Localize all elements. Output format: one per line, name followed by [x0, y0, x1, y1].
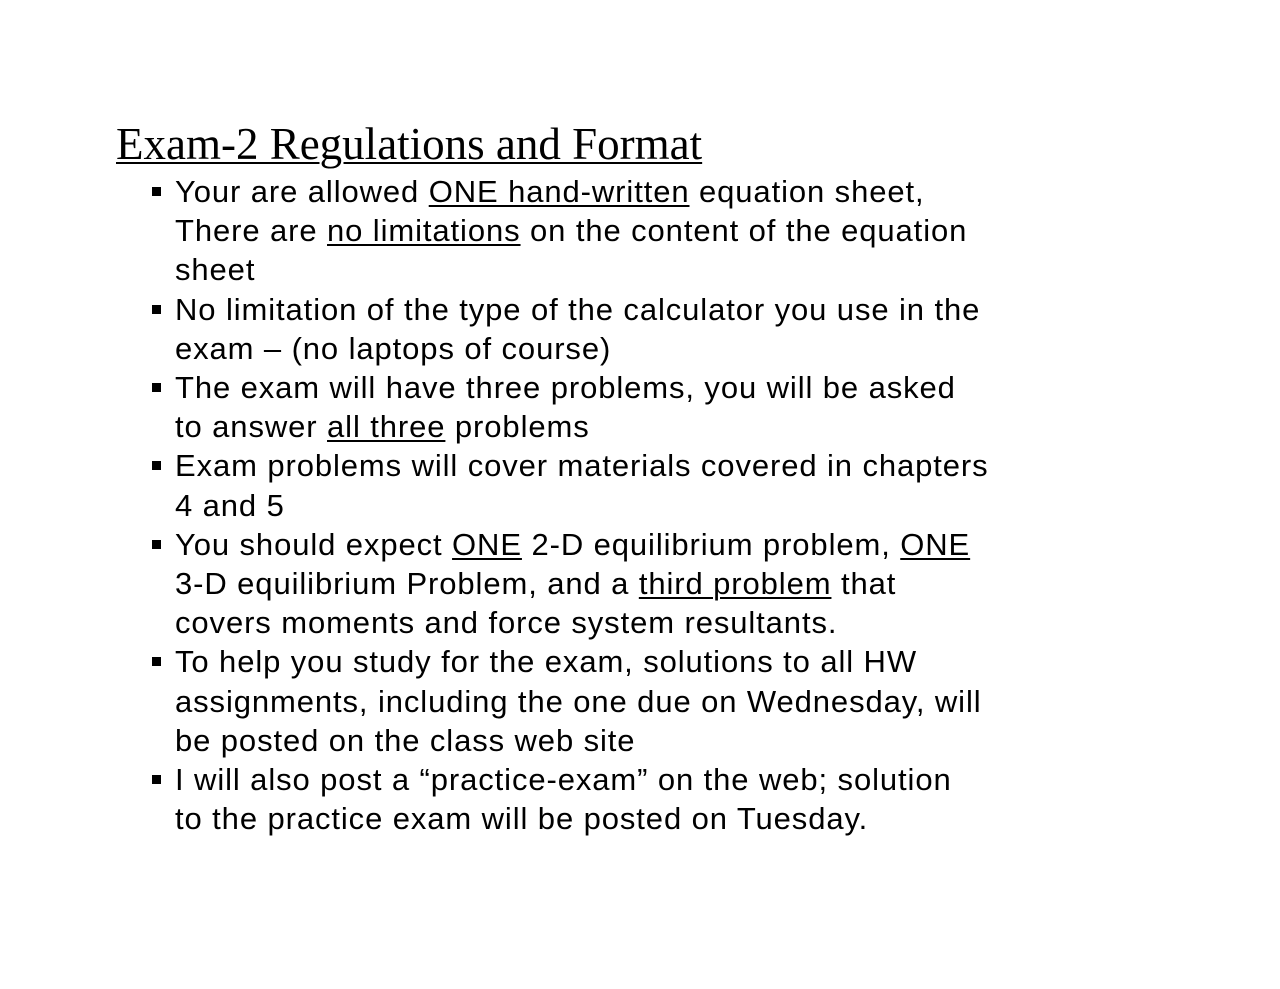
- bullet-line: [175, 211, 1138, 250]
- square-bullet-icon: [152, 540, 161, 549]
- square-bullet-icon: [152, 657, 161, 666]
- underlined-text: ONE: [900, 526, 971, 562]
- bullet-text: exam – (no laptops of course): [175, 330, 612, 366]
- bullet-text: I will also post a “practice-exam” on the web; solution: [175, 762, 952, 798]
- underlined-text: third problem: [638, 566, 832, 602]
- bullet-line: [175, 329, 1138, 368]
- square-bullet-icon: [152, 305, 161, 314]
- bullet-text: to the practice exam will be posted on Tuesday.: [175, 801, 869, 837]
- bullet-text: Your are allowed: [175, 174, 429, 209]
- underlined-text: no limitations: [327, 213, 521, 249]
- bullet-line: [175, 721, 1138, 760]
- slide-title: Exam-2 Regulations and Format: [116, 119, 703, 169]
- bullet-text: Exam problems will cover materials covered in chapters: [175, 448, 989, 484]
- bullet-text: No limitation of the type of the calculator you use in the: [175, 291, 981, 327]
- bullet-line: [175, 486, 1138, 525]
- bullet-item: [148, 368, 1138, 446]
- bullet-list: [148, 172, 1138, 838]
- square-bullet-icon: [152, 461, 161, 470]
- bullet-line: [175, 799, 1138, 838]
- bullet-text: on the content of the equation: [520, 213, 968, 249]
- bullet-line: [175, 564, 1138, 603]
- bullet-text: There are: [175, 213, 328, 249]
- bullet-text: The exam will have three problems, you will be asked: [175, 370, 956, 406]
- bullet-text: that: [831, 566, 897, 602]
- underlined-text: ONE hand-written: [428, 174, 690, 209]
- bullet-line: [175, 407, 1138, 446]
- bullet-text: 3-D equilibrium Problem, and a: [175, 566, 639, 602]
- bullet-text: to answer: [175, 409, 328, 445]
- square-bullet-icon: [152, 187, 161, 196]
- bullet-line: [175, 172, 1138, 211]
- bullet-line: [175, 290, 1138, 329]
- bullet-line: [175, 446, 1138, 485]
- bullet-line: [175, 368, 1138, 407]
- bullet-item: [148, 172, 1138, 290]
- bullet-item: [148, 525, 1138, 643]
- bullet-line: [175, 525, 1138, 564]
- bullet-text: 2-D equilibrium problem,: [521, 526, 901, 562]
- bullet-line: [175, 760, 1138, 799]
- bullet-text: equation sheet,: [689, 174, 925, 209]
- bullet-line: [175, 250, 1138, 289]
- bullet-text: covers moments and force system resultants.: [175, 605, 838, 641]
- bullet-text: 4 and 5: [175, 487, 285, 523]
- bullet-item: [148, 290, 1138, 368]
- bullet-line: [175, 642, 1138, 681]
- bullet-item: [148, 446, 1138, 524]
- underlined-text: all three: [327, 409, 446, 445]
- bullet-text: problems: [445, 409, 590, 445]
- bullet-line: [175, 603, 1138, 642]
- bullet-text: To help you study for the exam, solutions to all HW: [175, 644, 918, 680]
- bullet-text: be posted on the class web site: [175, 722, 636, 758]
- square-bullet-icon: [152, 775, 161, 784]
- underlined-text: ONE: [452, 526, 522, 562]
- bullet-item: [148, 760, 1138, 838]
- bullet-text: You should expect: [175, 526, 453, 562]
- square-bullet-icon: [152, 383, 161, 392]
- bullet-line: [175, 682, 1138, 721]
- bullet-text: assignments, including the one due on Wednesday, will: [175, 683, 982, 719]
- bullet-item: [148, 642, 1138, 760]
- bullet-text: sheet: [175, 252, 256, 288]
